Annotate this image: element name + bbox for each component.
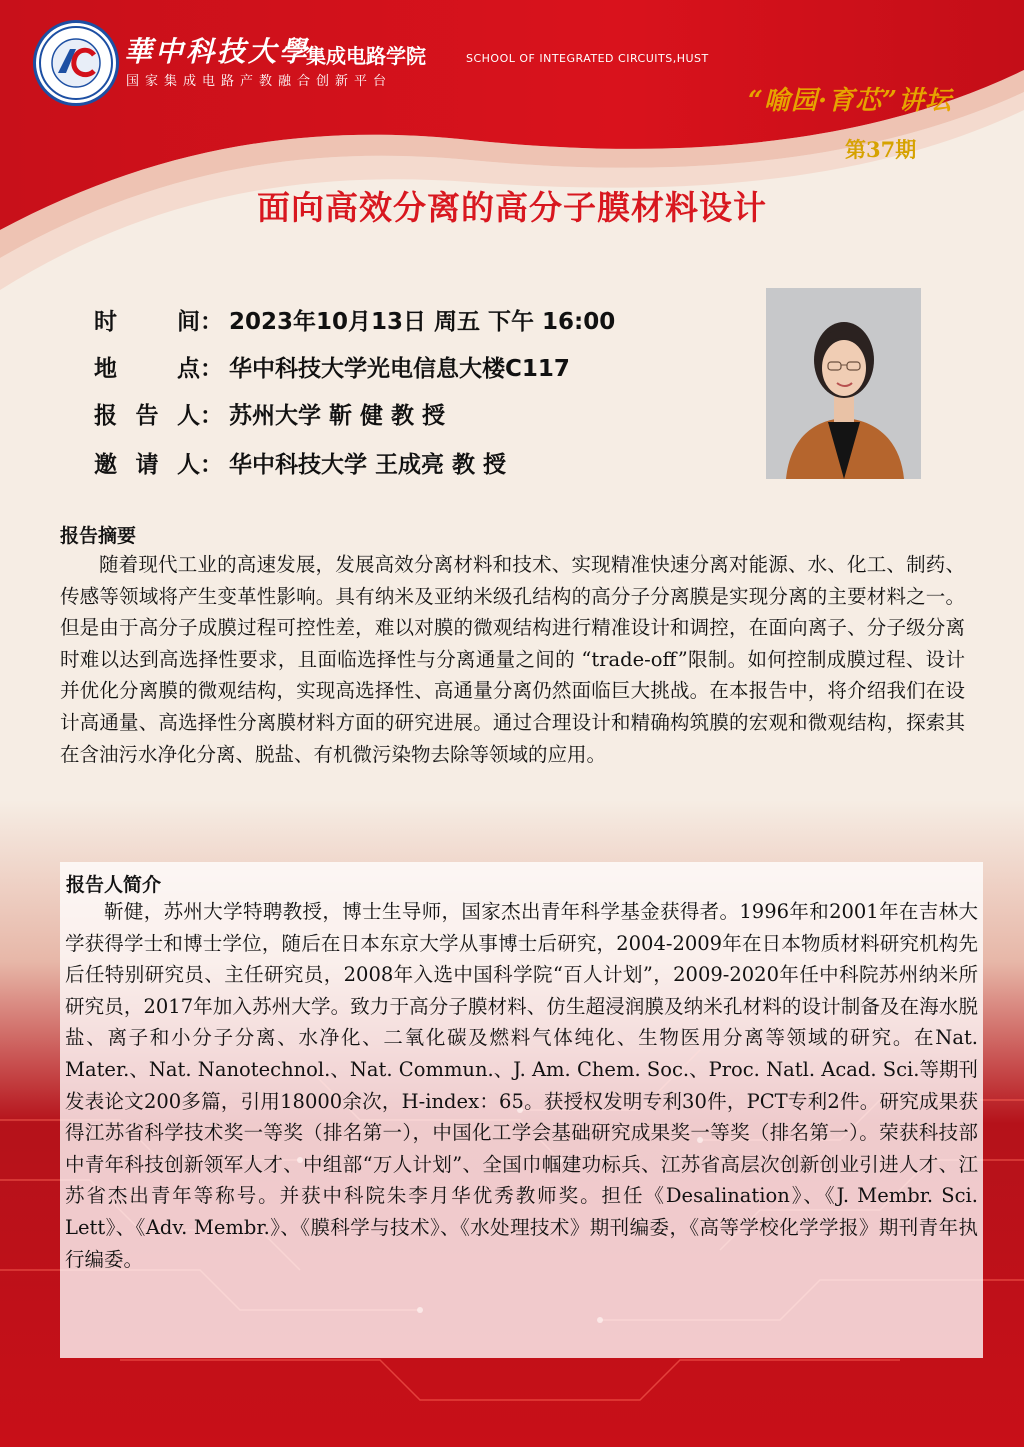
bio-text: 靳健，苏州大学特聘教授，博士生导师，国家杰出青年科学基金获得者。1996年和2001年在吉林大学获得学士和博士学位，随后在日本东京大学从事博士后研究，2004-2009年在日本物质材料研究机构先后任特别研究员、主任研究员，2008年入选中国科学院“百人计划”，2009-2020年任中科院苏州纳米所研究员，2017年加入苏州大学。致力于高分子膜材料、仿生超浸润膜及纳米孔材料的设计制备及在海水脱盐、离子和小分子分离、水净化、二氧化碳及燃料气体纯化、生物医用分离等领域的研究。在Nat. Mater.、Nat. Nanotechnol.、Nat. Commun.、J. Am. Chem. Soc.、Proc. Natl. Acad. Sci.等期刊发表论文200多篇，引用18000余次，H-index：65。获授权发明专利30件，PCT专利2件。研究成果获得江苏省科学技术奖一等奖（排名第一），中国化工学会基础研究成果奖一等奖（排名第一）。荣获科技部中青年科技创新领军人才、中组部“万人计划”、全国巾帼建功标兵、江苏省高层次创新创业引进人才、江苏省杰出青年等称号。并获中科院朱李月华优秀教师奖。担任《Desalination》、《J. Membr. Sci. Lett》、《Adv. Membr.》、《膜科学与技术》、《水处理技术》期刊编委，《高等学校化学学报》期刊青年执行编委。 (65, 900, 978, 1271)
university-name: 華中科技大學 (124, 35, 311, 68)
place-label: 地 点 (94, 356, 200, 382)
ic-seal-logo-icon (36, 23, 116, 103)
bio-heading: 报告人简介 (66, 874, 162, 896)
speaker-label: 报告人 (94, 403, 200, 429)
time-value: 2023年10月13日 周五 下午 16:00 (229, 309, 616, 335)
abstract-section (60, 515, 977, 833)
school-name: 集成电路学院 (306, 44, 426, 68)
place-value: 华中科技大学光电信息大楼C117 (229, 356, 570, 382)
time-row: 时 间： 2023年10月13日 周五 下午 16:00 (94, 303, 615, 336)
abstract-text: 随着现代工业的高速发展，发展高效分离材料和技术、实现精准快速分离对能源、水、化工、制药、传感等领域将产生变革性影响。具有纳米及亚纳米级孔结构的高分子分离膜是实现分离的主要材料之一。但是由于高分子成膜过程可控性差，难以对膜的微观结构进行精准设计和调控，在面向离子、分子级分离时难以达到高选择性要求，且面临选择性与分离通量之间的 “trade-off”限制。如何控制成膜过程、设计并优化分离膜的微观结构，实现高选择性、高通量分离仍然面临巨大挑战。在本报告中，将介绍我们在设计高通量、高选择性分离膜材料方面的研究进展。通过合理设计和精确构筑膜的宏观和微观结构，探索其在含油污水净化分离、脱盐、有机微污染物去除等领域的应用。 (60, 553, 965, 766)
university-logo (33, 20, 119, 106)
platform-name: 国家集成电路产教融合创新平台 (126, 74, 393, 89)
forum-issue: 第37期 (845, 137, 917, 162)
place-row: 地 点： 华中科技大学光电信息大楼C117 (94, 350, 570, 383)
speaker-value: 苏州大学 靳 健 教 授 (229, 403, 446, 429)
inviter-value: 华中科技大学 王成亮 教 授 (229, 452, 507, 478)
forum-name: “喻园·育芯”讲坛 (748, 86, 952, 116)
time-label: 时 间 (94, 309, 200, 335)
bio-section (60, 862, 983, 1358)
inviter-label: 邀请人 (94, 452, 200, 478)
speaker-photo (766, 288, 921, 479)
inviter-row: 邀请人： 华中科技大学 王成亮 教 授 (94, 446, 506, 479)
school-english-name: SCHOOL OF INTEGRATED CIRCUITS,HUST (466, 52, 709, 65)
speaker-row: 报告人： 苏州大学 靳 健 教 授 (94, 397, 445, 430)
lecture-title: 面向高效分离的高分子膜材料设计 (257, 188, 767, 227)
abstract-heading: 报告摘要 (60, 525, 137, 547)
